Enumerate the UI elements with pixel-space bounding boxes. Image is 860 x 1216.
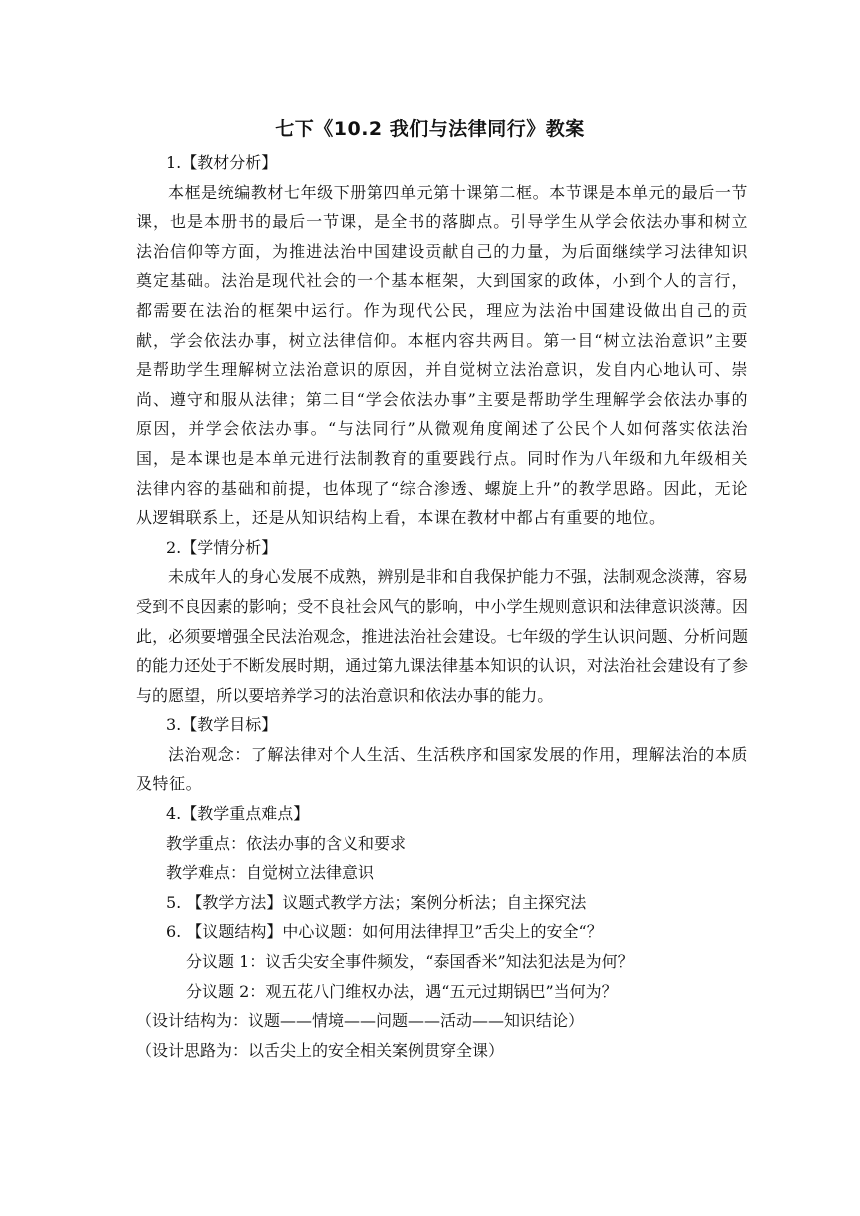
design-idea-line: （设计思路为：以舌尖上的安全相关案例贯穿全课） — [136, 1040, 505, 1060]
paragraph-student-analysis: 未成年人的身心发展不成熟，辨别是非和自我保护能力不强，法制观念淡薄，容易受到不良因素的影响；受不良社会风气的影响，中小学生规则意识和法律意识淡薄。因此，必须要增强全民法治观念，推进法治社会建设。七年级的学生认识问题、分析问题的能力还处于不断发展时期，通过第九课法律基本知识的认识，对法治社会建设有了参与的愿望，所以要培养学习的法治意识和依法办事的能力。 — [136, 567, 748, 705]
topic-structure-line: 6. 【议题结构】中心议题：如何用法律捍卫”舌尖上的安全“？ — [166, 922, 603, 942]
difficult-point-line: 教学难点：自觉树立法律意识 — [166, 863, 375, 883]
section-heading-student-analysis: 2.【学情分析】 — [166, 537, 278, 557]
paragraph-textbook-analysis: 本框是统编教材七年级下册第四单元第十课第二框。本节课是本单元的最后一节课，也是本册书的最后一节课，是全书的落脚点。引导学生从学会依法办事和树立法治信仰等方面，为推进法治中国建设贡献自己的力量，为后面继续学习法律知识奠定基础。法治是现代社会的一个基本框架，大到国家的政体，小到个人的言行，都需要在法治的框架中运行。作为现代公民，理应为法治中国建设做出自己的贡献，学会依法办事，树立法律信仰。本框内容共两目。第一目“树立法治意识”主要是帮助学生理解树立法治意识的原因，并自觉树立法治意识，发自内心地认可、崇尚、遵守和服从法律；第二目“学会依法办事”主要是帮助学生理解学会依法办事的原因，并学会依法办事。“与法同行”从微观角度阐述了公民个人如何落实依法治国，是本课也是本单元进行法制教育的重要践行点。同时作为八年级和九年级相关法律内容的基础和前提，也体现了“综合渗透、螺旋上升”的教学思路。因此，无论从逻辑联系上，还是从知识结构上看，本课在教材中都占有重要的地位。 — [136, 182, 748, 528]
sub-topic-1-line: 分议题 1：议舌尖安全事件频发，“泰国香米”知法犯法是为何？ — [186, 952, 634, 972]
sub-topic-2-line: 分议题 2：观五花八门维权办法，遇“五元过期锅巴”当何为？ — [186, 981, 618, 1001]
design-structure-line: （设计结构为：议题——情境——问题——活动——知识结论） — [136, 1011, 585, 1031]
teaching-methods-line: 5. 【教学方法】议题式教学方法；案例分析法；自主探究法 — [166, 892, 587, 912]
document-title: 七下《10.2 我们与法律同行》教案 — [275, 118, 585, 140]
document-body — [136, 148, 748, 1065]
section-heading-teaching-goals: 3.【教学目标】 — [166, 715, 278, 735]
paragraph-teaching-goals: 法治观念：了解法律对个人生活、生活秩序和国家发展的作用，理解法治的本质及特征。 — [136, 744, 748, 794]
section-heading-textbook-analysis: 1.【教材分析】 — [166, 153, 278, 172]
section-heading-key-difficult-points: 4.【教学重点难点】 — [166, 804, 310, 824]
key-point-line: 教学重点：依法办事的含义和要求 — [166, 833, 407, 853]
